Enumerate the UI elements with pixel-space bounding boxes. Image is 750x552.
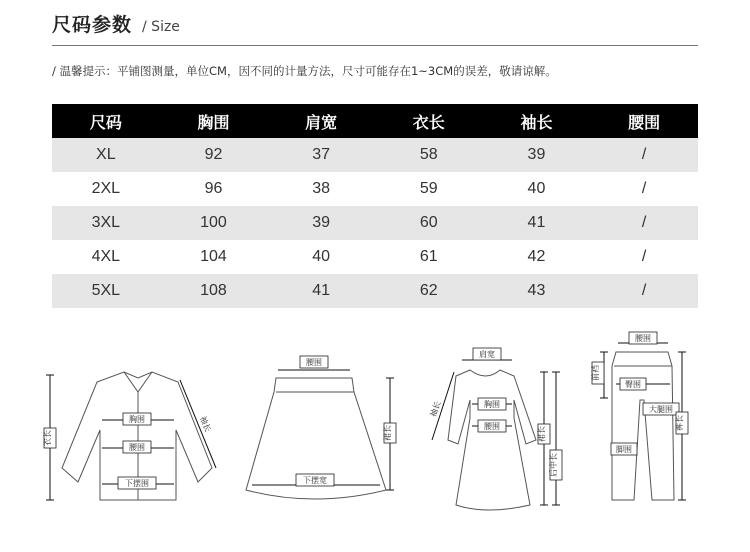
skirt-diagram (246, 356, 396, 499)
pants-leg-opening-label: 脚围 (616, 445, 632, 454)
dress-outline (448, 370, 536, 510)
cell-shoulder: 39 (267, 206, 375, 240)
cell-waist: / (590, 138, 698, 172)
measurement-diagrams (0, 320, 750, 552)
cell-chest: 96 (160, 172, 268, 206)
cell-sleeve: 40 (483, 172, 591, 206)
column-header-shoulder: 肩宽 (267, 104, 375, 138)
section-title: 尺码参数 (52, 14, 133, 36)
column-header-size: 尺码 (52, 104, 160, 138)
column-header-waist: 腰围 (590, 104, 698, 138)
size-table (52, 104, 698, 308)
cell-shoulder: 41 (267, 274, 375, 308)
column-header-sleeve: 袖长 (483, 104, 591, 138)
cell-shoulder: 40 (267, 240, 375, 274)
pants-thigh-label: 大腿围 (649, 405, 673, 414)
table-row (52, 172, 698, 206)
cell-length: 62 (375, 274, 483, 308)
shirt-hem-label: 下摆围 (125, 479, 149, 488)
cell-size: 3XL (52, 206, 160, 240)
cell-waist: / (590, 206, 698, 240)
cell-waist: / (590, 274, 698, 308)
cell-chest: 108 (160, 274, 268, 308)
cell-sleeve: 41 (483, 206, 591, 240)
cell-sleeve: 39 (483, 138, 591, 172)
measurement-note: / 温馨提示：平铺图测量，单位CM，因不同的计量方法，尺寸可能存在1~3CM的误差，敬请谅解。 (52, 64, 557, 78)
table-row (52, 138, 698, 172)
pants-diagram (590, 332, 688, 500)
skirt-hem-label: 下摆宽 (303, 476, 327, 485)
cell-length: 59 (375, 172, 483, 206)
cell-size: 5XL (52, 274, 160, 308)
cell-waist: / (590, 172, 698, 206)
pants-hip-label: 臀围 (625, 380, 641, 389)
skirt-waist-label: 腰围 (306, 358, 322, 367)
dress-diagram (428, 348, 562, 510)
column-header-length: 衣长 (375, 104, 483, 138)
dress-shoulder-label: 肩宽 (479, 350, 495, 359)
dress-back-length-label: 后中长 (549, 453, 558, 477)
shirt-length-label: 衣长 (43, 430, 52, 446)
dress-sleeve-label: 袖长 (428, 400, 443, 419)
cell-chest: 104 (160, 240, 268, 274)
size-table-header-row (52, 104, 698, 138)
cell-chest: 100 (160, 206, 268, 240)
cell-sleeve: 42 (483, 240, 591, 274)
pants-length-label: 裤长 (675, 415, 684, 431)
shirt-chest-label: 胸围 (129, 415, 145, 424)
cell-length: 61 (375, 240, 483, 274)
dress-waist-label: 腰围 (484, 422, 500, 431)
cell-size: 2XL (52, 172, 160, 206)
cell-waist: / (590, 240, 698, 274)
cell-size: 4XL (52, 240, 160, 274)
table-row (52, 274, 698, 308)
pants-rise-label: 前裆 (591, 365, 600, 381)
cell-chest: 92 (160, 138, 268, 172)
cell-shoulder: 38 (267, 172, 375, 206)
dress-length-label: 裙长 (537, 426, 546, 442)
shirt-waist-label: 腰围 (129, 443, 145, 452)
shirt-diagram (42, 372, 216, 500)
pants-outline (612, 352, 674, 500)
pants-waist-label: 腰围 (635, 334, 651, 343)
header-divider (52, 45, 698, 46)
cell-size: XL (52, 138, 160, 172)
table-row (52, 240, 698, 274)
table-row (52, 206, 698, 240)
section-subtitle: / Size (142, 19, 180, 35)
cell-length: 60 (375, 206, 483, 240)
cell-shoulder: 37 (267, 138, 375, 172)
section-header (52, 10, 180, 36)
dress-chest-label: 胸围 (484, 400, 500, 409)
cell-length: 58 (375, 138, 483, 172)
column-header-chest: 胸围 (160, 104, 268, 138)
skirt-length-label: 裙长 (383, 425, 392, 441)
cell-sleeve: 43 (483, 274, 591, 308)
shirt-sleeve-label: 袖长 (198, 414, 213, 434)
